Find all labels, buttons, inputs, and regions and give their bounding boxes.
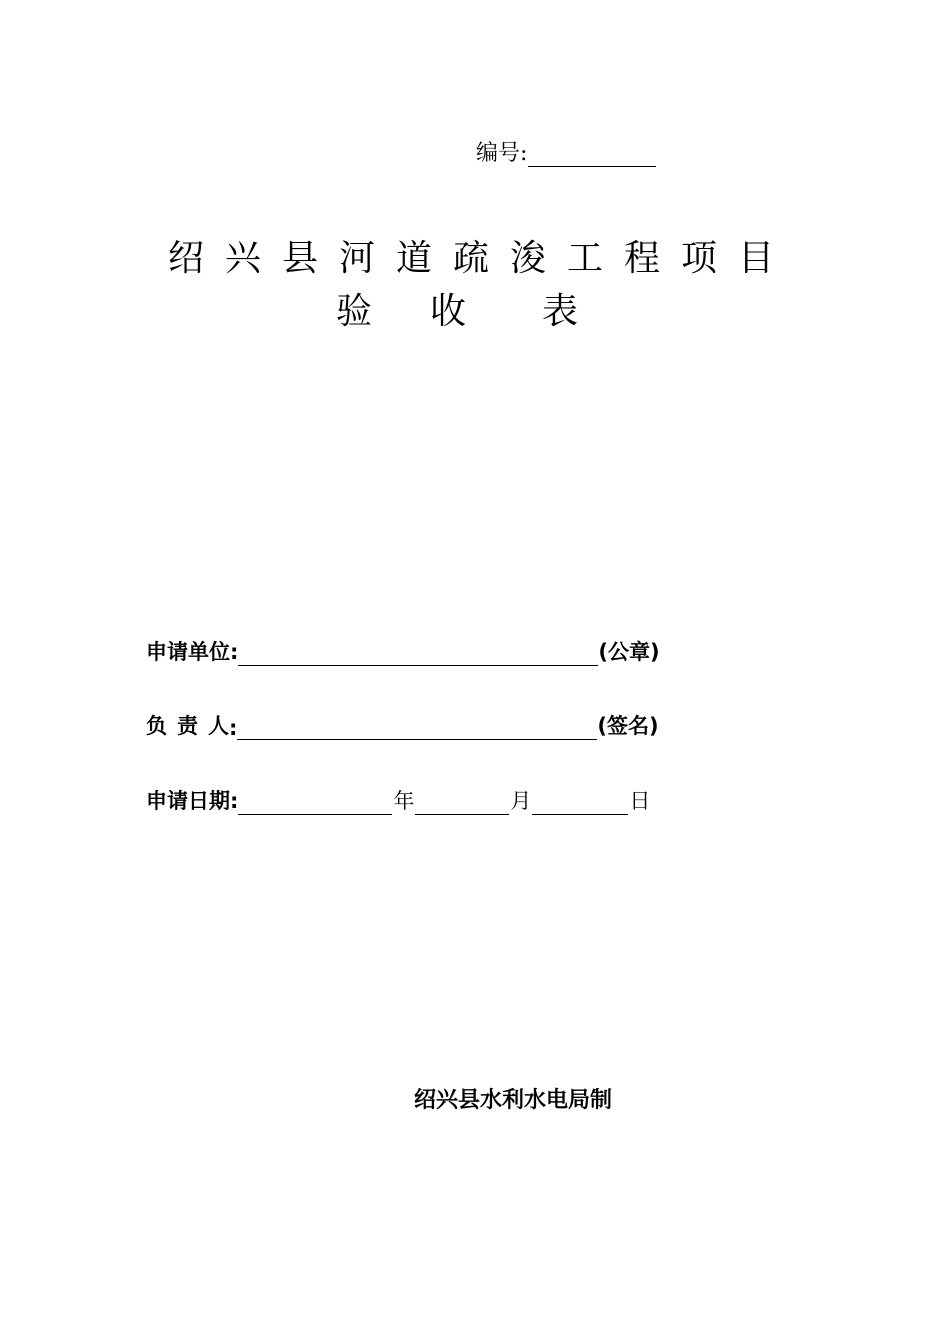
year-blank[interactable] bbox=[238, 793, 392, 815]
application-date-field bbox=[146, 785, 651, 815]
person-in-charge-label bbox=[146, 710, 229, 740]
application-date-label: 申请日期: bbox=[146, 789, 239, 813]
year-unit: 年 bbox=[393, 789, 415, 813]
document-subtitle bbox=[336, 283, 578, 334]
serial-number-field bbox=[476, 136, 656, 167]
label-char: 负 bbox=[146, 714, 167, 738]
month-blank[interactable] bbox=[415, 793, 509, 815]
month-unit: 月 bbox=[510, 789, 532, 813]
person-in-charge-blank[interactable] bbox=[237, 718, 597, 740]
subtitle-char-3: 表 bbox=[542, 291, 579, 332]
issuing-organization: 绍兴县水利水电局制 bbox=[414, 1088, 613, 1113]
applicant-unit-blank[interactable] bbox=[238, 644, 598, 666]
applicant-unit-field bbox=[146, 636, 660, 666]
serial-number-blank[interactable] bbox=[528, 144, 656, 167]
day-unit: 日 bbox=[629, 789, 651, 813]
label-char: 责 bbox=[177, 714, 198, 738]
label-char: 人 bbox=[208, 714, 229, 738]
day-blank[interactable] bbox=[532, 793, 628, 815]
subtitle-char-2: 收 bbox=[430, 291, 467, 332]
subtitle-char-1: 验 bbox=[336, 291, 373, 332]
applicant-unit-label: 申请单位: bbox=[146, 640, 239, 664]
person-in-charge-colon: : bbox=[229, 716, 238, 740]
document-title: 绍兴县河道疏浚工程项目 bbox=[168, 238, 796, 279]
serial-number-label: 编号: bbox=[476, 141, 528, 166]
person-in-charge-suffix: (签名) bbox=[597, 714, 659, 738]
applicant-unit-suffix: (公章) bbox=[598, 640, 660, 664]
person-in-charge-field bbox=[146, 710, 659, 740]
